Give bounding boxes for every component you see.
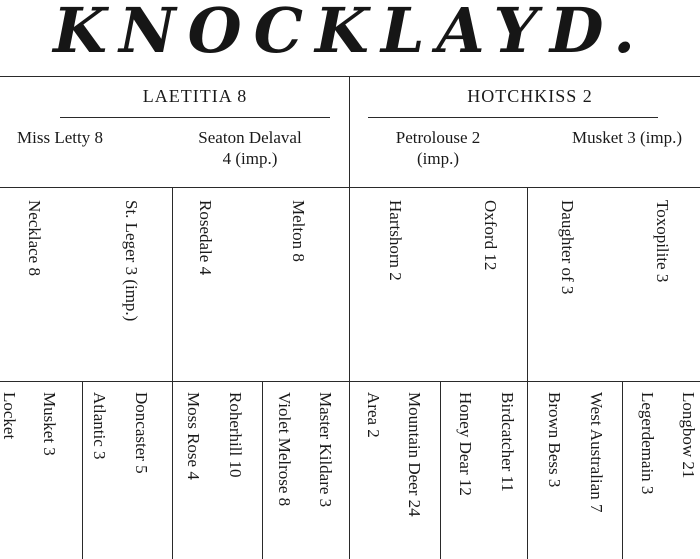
gen3-st-leger: St. Leger 3 (imp.) (122, 200, 141, 322)
page-title: KNOCKLAYD. (53, 0, 647, 67)
gen3-necklace: Necklace 8 (25, 200, 44, 276)
divider-g4-3 (440, 381, 441, 559)
gen3-oxford: Oxford 12 (481, 200, 500, 271)
gen4-master-kildare: Master Kildare 3 (316, 392, 335, 508)
gen4-musket: Musket 3 (40, 392, 59, 456)
gen4-honey-dear: Honey Dear 12 (456, 392, 475, 496)
laetitia-dam-line2: 4 (imp.) (222, 149, 278, 168)
divider-g3-1 (172, 187, 173, 559)
gen3-hartshorn: Hartshorn 2 (386, 200, 405, 281)
rule-gen1-left (60, 117, 330, 118)
gen3-toxopilite: Toxopilite 3 (653, 200, 672, 283)
sire-name: HOTCHKISS 2 (467, 86, 593, 106)
gen4-birdcatcher: Birdcatcher 11 (498, 392, 517, 492)
gen4-violet-melrose: Violet Melrose 8 (275, 392, 294, 507)
gen4-longbow: Longbow 21 (679, 392, 698, 479)
gen4-doncaster: Doncaster 5 (132, 392, 151, 474)
divider-g4-2 (262, 381, 263, 559)
hotchkiss-dam: Musket 3 (imp.) (571, 128, 683, 147)
rule-gen1-right (368, 117, 658, 118)
gen4-brown-bess: Brown Bess 3 (545, 392, 564, 488)
gen3-melton: Melton 8 (289, 200, 308, 262)
hotchkiss-sire-line1: Petrolouse 2 (395, 128, 481, 147)
gen4-moss-rose: Moss Rose 4 (184, 392, 203, 480)
gen3-rosedale: Rosedale 4 (196, 200, 215, 276)
rule-gen2 (0, 187, 700, 188)
laetitia-dam-line1: Seaton Delaval (198, 128, 302, 147)
gen3-daughter-of: Daughter of 3 (558, 200, 577, 295)
divider-g3-2 (527, 187, 528, 559)
gen4-west-australian: West Australian 7 (587, 392, 606, 513)
dam-name: LAETITIA 8 (142, 86, 248, 106)
gen4-roherhill: Roherhill 10 (226, 392, 245, 478)
hotchkiss-sire-line2: (imp.) (416, 149, 460, 168)
gen4-legerdemain: Legerdemain 3 (638, 392, 657, 495)
laetitia-sire: Miss Letty 8 (17, 128, 103, 147)
gen4-locket: Locket (0, 392, 19, 440)
rule-top (0, 76, 700, 77)
rule-gen3 (0, 381, 700, 382)
divider-g4-4 (622, 381, 623, 559)
gen4-mountain-deer: Mountain Deer 24 (405, 392, 424, 517)
divider-main (349, 76, 350, 559)
gen4-atlantic: Atlantic 3 (90, 392, 109, 460)
divider-g4-1 (82, 381, 83, 559)
gen4-area: Area 2 (364, 392, 383, 438)
